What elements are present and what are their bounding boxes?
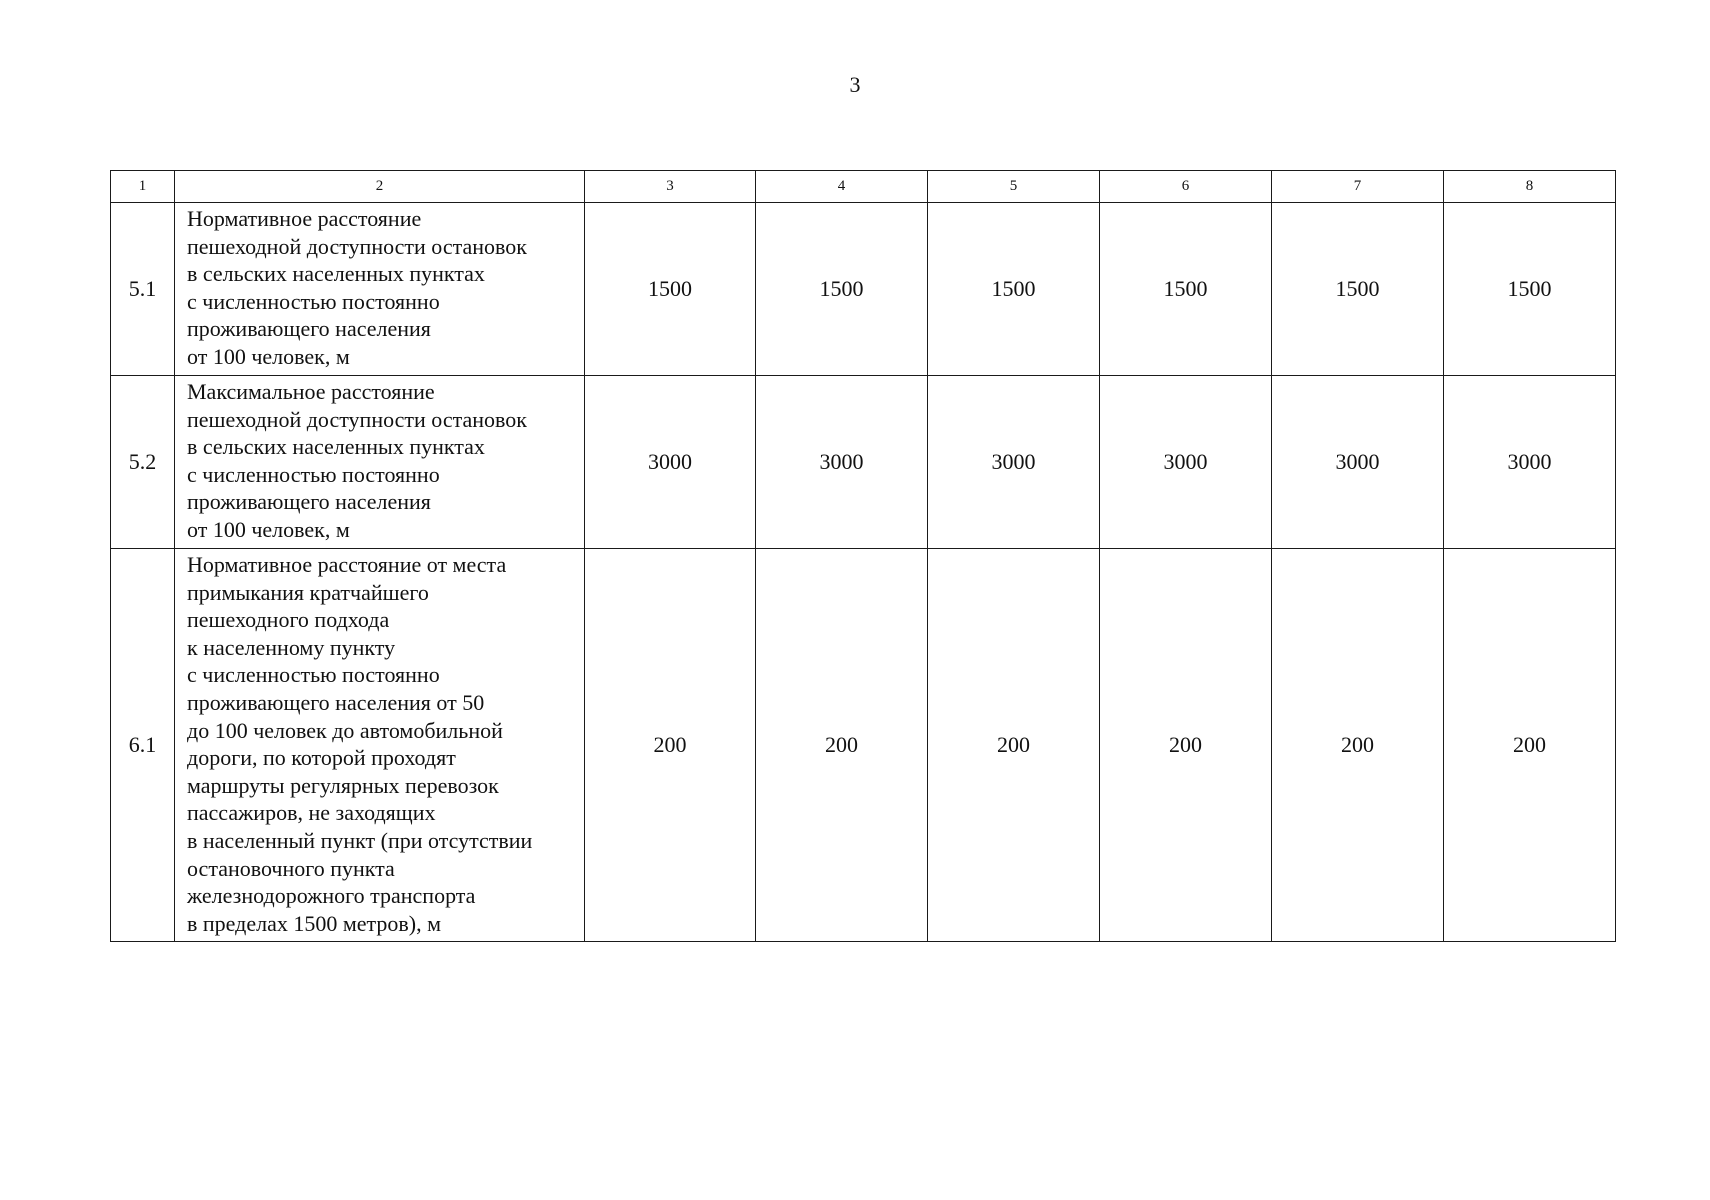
column-header-3: 3 xyxy=(585,171,756,203)
description-line: примыкания кратчайшего xyxy=(187,579,429,605)
description-line: проживающего населения xyxy=(187,489,431,515)
table-row xyxy=(111,549,1616,942)
value-cell: 3000 xyxy=(585,376,756,549)
value-cell: 3000 xyxy=(1444,376,1616,549)
row-description xyxy=(175,376,585,549)
description-line: от 100 человек, м xyxy=(187,343,350,369)
description-line: с численностью постоянно xyxy=(187,461,440,487)
value-cell: 1500 xyxy=(1444,203,1616,376)
description-line: маршруты регулярных перевозок xyxy=(187,772,499,798)
description-line: от 100 человек, м xyxy=(187,516,350,542)
value-cell: 1500 xyxy=(756,203,928,376)
description-line: железнодорожного транспорта xyxy=(187,883,476,909)
description-line: Максимальное расстояние xyxy=(187,379,435,404)
description-line: проживающего населения от 50 xyxy=(187,689,485,715)
value-cell: 200 xyxy=(585,549,756,942)
column-header-4: 4 xyxy=(756,171,928,203)
column-header-7: 7 xyxy=(1272,171,1444,203)
row-description xyxy=(175,549,585,942)
description-line: с численностью постоянно xyxy=(187,288,440,314)
description-line: в населенный пункт (при отсутствии xyxy=(187,827,533,853)
value-cell: 200 xyxy=(1100,549,1272,942)
row-number: 5.2 xyxy=(111,376,175,549)
column-header-2: 2 xyxy=(175,171,585,203)
page-number: 3 xyxy=(849,72,861,97)
description-line: остановочного пункта xyxy=(187,855,395,881)
value-cell: 200 xyxy=(1272,549,1444,942)
description-line: в пределах 1500 метров), м xyxy=(187,910,442,936)
description-line: Нормативное расстояние от места xyxy=(187,552,507,577)
column-header-1: 1 xyxy=(111,171,175,203)
column-header-6: 6 xyxy=(1100,171,1272,203)
value-cell: 200 xyxy=(756,549,928,942)
description-line: Нормативное расстояние xyxy=(187,206,422,231)
description-line: пассажиров, не заходящих xyxy=(187,800,436,826)
description-line: пешеходной доступности остановок xyxy=(187,406,527,432)
description-line: пешеходного подхода xyxy=(187,607,390,633)
description-line: дороги, по которой проходят xyxy=(187,745,456,771)
value-cell: 200 xyxy=(1444,549,1616,942)
description-line: до 100 человек до автомобильной xyxy=(187,717,503,743)
description-line: пешеходной доступности остановок xyxy=(187,233,527,259)
value-cell: 3000 xyxy=(1272,376,1444,549)
value-cell: 1500 xyxy=(928,203,1100,376)
row-number: 6.1 xyxy=(111,549,175,942)
value-cell: 3000 xyxy=(1100,376,1272,549)
table-row xyxy=(111,203,1616,376)
description-line: с численностью постоянно xyxy=(187,662,440,688)
description-line: в сельских населенных пунктах xyxy=(187,261,485,287)
row-number: 5.1 xyxy=(111,203,175,376)
row-description xyxy=(175,203,585,376)
description-line: в сельских населенных пунктах xyxy=(187,434,485,460)
value-cell: 3000 xyxy=(928,376,1100,549)
column-header-8: 8 xyxy=(1444,171,1616,203)
norms-table xyxy=(110,170,1616,942)
value-cell: 3000 xyxy=(756,376,928,549)
description-line: проживающего населения xyxy=(187,316,431,342)
table-row xyxy=(111,376,1616,549)
value-cell: 200 xyxy=(928,549,1100,942)
column-header-5: 5 xyxy=(928,171,1100,203)
value-cell: 1500 xyxy=(1272,203,1444,376)
value-cell: 1500 xyxy=(1100,203,1272,376)
header-row xyxy=(111,171,1616,203)
description-line: к населенному пункту xyxy=(187,634,396,660)
value-cell: 1500 xyxy=(585,203,756,376)
